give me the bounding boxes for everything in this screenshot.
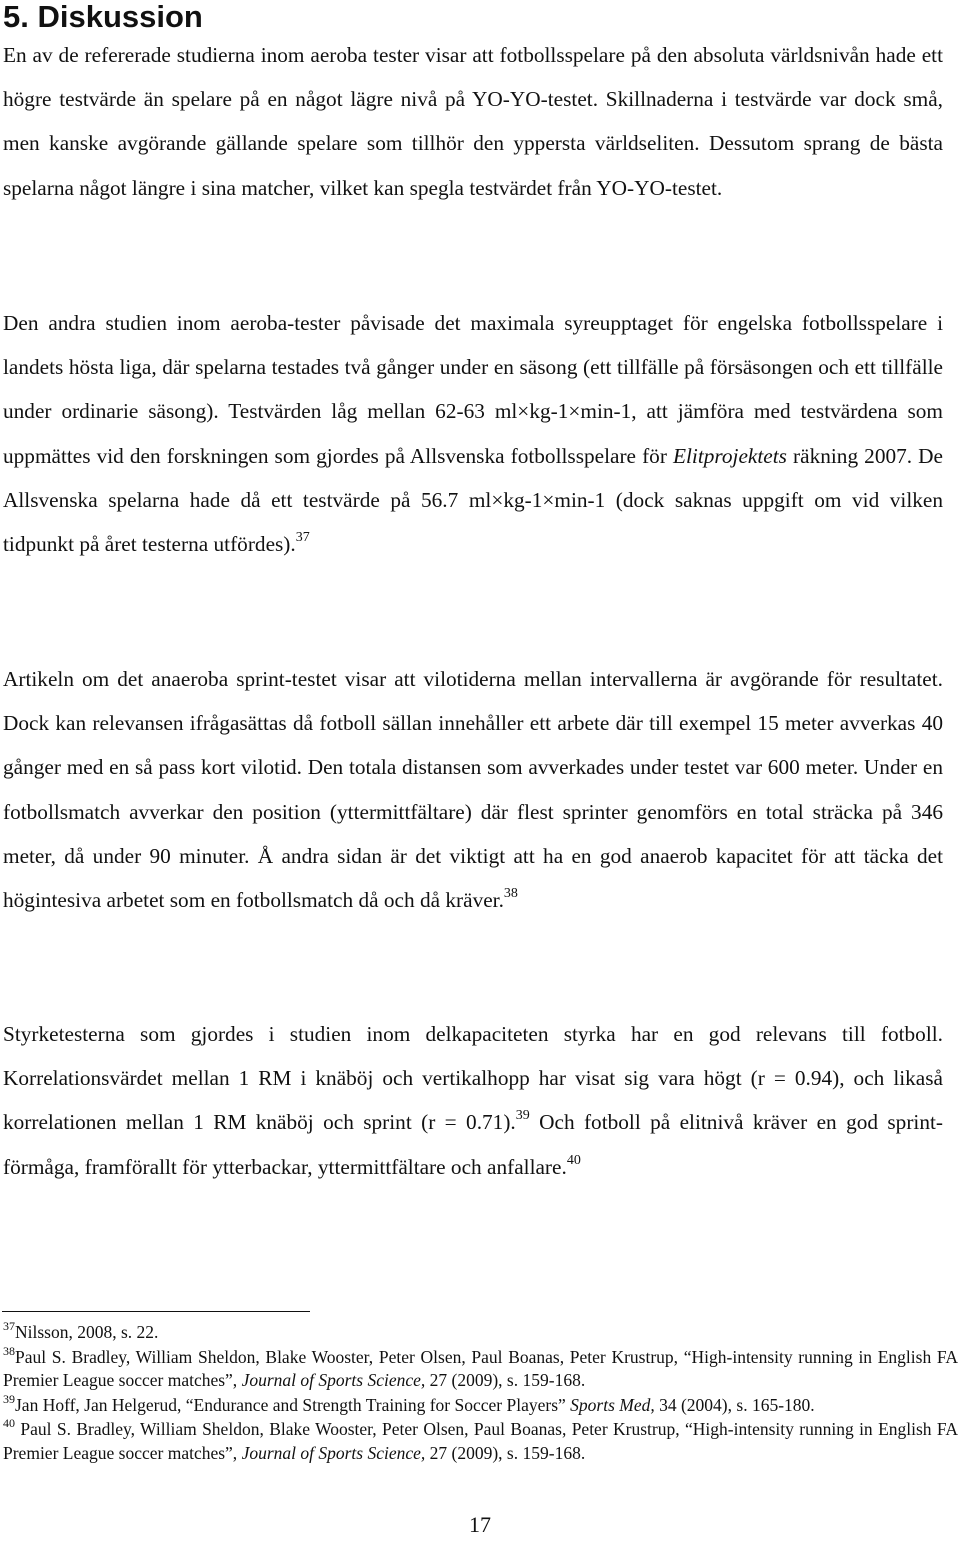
journal-title: Journal of Sports Science, (241, 1442, 426, 1463)
paragraph-vo2max (3, 301, 943, 566)
footnote-text: 27 (2009), s. 159-168. (425, 1370, 586, 1391)
paragraph-text: min-1, att jämföra med testvärdena som uppmättes vid den forskningen som gjordes på Allsvenska fotbollsspelare för (3, 399, 943, 468)
journal-title: Sports Med, (570, 1394, 655, 1415)
footnote-number: 38 (3, 1343, 15, 1358)
paragraph-text: räkning 2007. De Allsvenska spelarna hade då ett testvärde på 56.7 ml (3, 443, 943, 512)
paragraph-text: Och fotboll på elitnivå kräver en god sprint-förmåga, framförallt för ytterbackar, yttermittfältare och anfallare. (3, 1110, 943, 1179)
section-heading: 5. Diskussion (3, 0, 203, 34)
footnote-ref-38[interactable]: 38 (503, 886, 518, 902)
paragraph-text: Styrketesterna som gjordes i studien inom delkapaciteten styrka har en god relevans till fotboll. Korrelationsvärdet mellan 1 RM i knäböj och vertikalhopp har visat sig vara högt (r = 0.94), och likaså korrelationen mellan 1 RM knäböj och sprint (r = 0.71). (3, 1022, 943, 1135)
footnote-text: Paul S. Bradley, William Sheldon, Blake Wooster, Peter Olsen, Paul Boanas, Peter Krustrup, “High-intensity running in English FA Premier League soccer matches”, (3, 1419, 958, 1463)
times-symbol: × (542, 487, 555, 512)
footnote-text: Nilsson, 2008, s. 22. (15, 1322, 159, 1342)
footnote-text: Paul S. Bradley, William Sheldon, Blake Wooster, Peter Olsen, Paul Boanas, Peter Krustrup, “High-intensity running in English FA Premier League soccer matches”, (3, 1346, 958, 1391)
page-number: 17 (469, 1512, 491, 1537)
footnote-ref-37[interactable]: 37 (295, 530, 310, 546)
paragraph-text: Artikeln om det anaeroba sprint-testet visar att vilotiderna mellan intervallerna är avgörande för resultatet. Dock kan relevansen ifrågasättas då fotboll sällan innehåller ett arbete där till exempel 15 meter avverkas 40 gånger med en så pass kort vilotid. Den totala distansen som avverkades under testet var 600 meter. Under en fotbollsmatch avverkar den position (yttermittfältare) där flest sprinter genomförs en total sträcka på 346 meter, då under 90 minuter. Å andra sidan är det viktigt att ha en god anaerob kapacitet för att täcka det högintesiva arbetet som en fotbollsmatch då och då kräver. (3, 667, 943, 913)
italic-term: Elitprojektets (673, 443, 787, 468)
footnote-40 (3, 1418, 958, 1465)
footnote-number: 40 (3, 1416, 15, 1431)
footnote-divider (2, 1311, 310, 1312)
times-symbol: × (568, 399, 581, 424)
footnote-ref-39[interactable]: 39 (515, 1108, 530, 1124)
footnote-text: Jan Hoff, Jan Helgerud, “Endurance and Strength Training for Soccer Players” (15, 1394, 571, 1415)
footnotes (3, 1321, 958, 1467)
footnote-38 (3, 1343, 958, 1393)
paragraph-strength-tests (3, 1012, 943, 1189)
footnote-text: 27 (2009), s. 159-168. (425, 1442, 586, 1463)
paragraph-text: Den andra studien inom aeroba-tester påvisade det maximala syreupptaget för engelska fotbollsspelare i landets hösta liga, där spelarna testades två gånger under en säsong (ett tillfälle på försäsongen och ett tillfälle under ordinarie säsong). Testvärden låg mellan 62-63 ml (3, 311, 943, 424)
journal-title: Journal of Sports Science, (241, 1370, 426, 1391)
paragraph-text: min-1 (dock saknas uppgift om vid vilken tidpunkt på året testerna utfördes). (3, 487, 944, 557)
paragraph-anaerobic-sprint (3, 657, 943, 922)
footnote-text: 34 (2004), s. 165-180. (654, 1394, 815, 1415)
paragraph-aerobic-tests: En av de refererade studierna inom aeroba tester visar att fotbollsspelare på den absoluta världsnivån hade ett högre testvärde än spelare på en något lägre nivå på YO-YO-testet. Skillnaderna i testvärde var dock små, men kanske avgörande gällande spelare som tillhör den yppersta världseliten. Dessutom sprang de bästa spelarna något längre i sina matcher, vilket kan spegla testvärdet från YO-YO-testet. (3, 43, 943, 200)
footnote-number: 37 (3, 1319, 15, 1333)
footnote-number: 39 (3, 1391, 15, 1406)
footnote-39 (3, 1391, 958, 1418)
footnote-ref-40[interactable]: 40 (566, 1152, 581, 1168)
footnote-37 (3, 1321, 958, 1345)
unit-text: kg-1 (503, 487, 543, 512)
unit-text: kg-1 (529, 399, 569, 424)
times-symbol: × (491, 487, 504, 512)
times-symbol: × (517, 399, 530, 424)
